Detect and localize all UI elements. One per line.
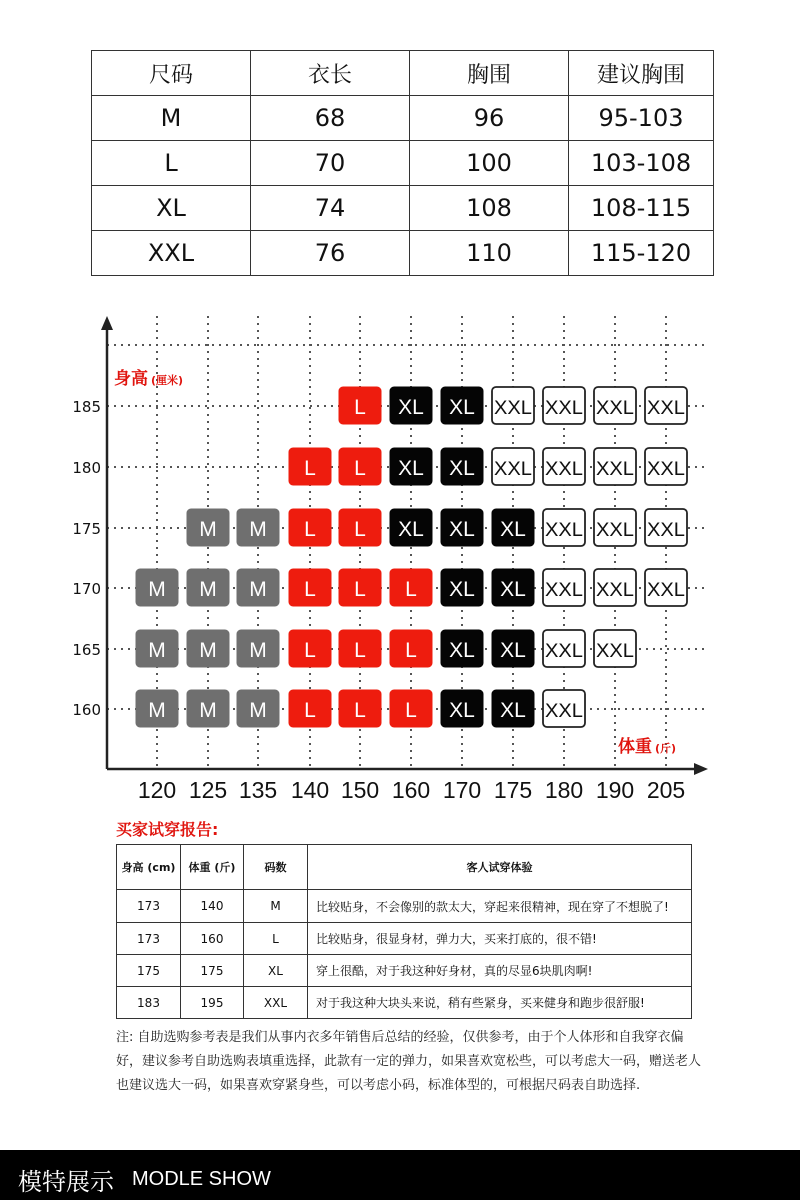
x-tick-label: 190: [595, 777, 635, 803]
size-cell-label: XXL: [545, 398, 583, 419]
y-axis-title: 身高 (厘米): [114, 369, 184, 389]
weight-header: 体重 (斤): [181, 845, 244, 890]
size-cell-label: L: [354, 578, 366, 601]
size-cell-label: XXL: [545, 641, 583, 662]
x-axis-arrow-icon: [694, 763, 708, 775]
suggested-chest-cell: 103-108: [569, 141, 714, 186]
size-cell-label: XL: [500, 639, 526, 662]
size-cell-xxl: [492, 448, 534, 485]
size-cell-xl: [441, 690, 483, 727]
size-cell-label: XXL: [647, 520, 685, 541]
chest-header: 胸围: [410, 51, 569, 96]
size-cells: [136, 387, 687, 727]
x-tick-label: 135: [238, 777, 278, 803]
size-cell-label: XXL: [647, 580, 685, 601]
y-tick-label: 165: [72, 641, 101, 659]
size-cell-label: XXL: [647, 459, 685, 480]
size-cell-xxl: [645, 569, 687, 606]
size-cell-label: L: [354, 457, 366, 480]
y-tick-label: 175: [72, 520, 101, 538]
size-cell-label: XXL: [596, 580, 634, 601]
size-cell-label: L: [304, 699, 316, 722]
size-cell: XL: [92, 186, 251, 231]
size-row: [92, 186, 714, 231]
size-cell-l: [390, 569, 432, 606]
size-cell-l: [339, 630, 381, 667]
size-cell-label: M: [249, 699, 267, 722]
report-header-row: [117, 845, 692, 890]
chest-cell: 110: [410, 231, 569, 276]
size-cell-label: XL: [500, 518, 526, 541]
size-cell-label: XL: [398, 396, 424, 419]
size-selection-chart: [0, 300, 800, 810]
y-tick-labels: [72, 398, 101, 719]
size-cell-m: [187, 630, 229, 667]
size-cell-xl: [441, 448, 483, 485]
x-tick-label: 205: [646, 777, 686, 803]
footer-title-en: MODLE SHOW: [132, 1168, 271, 1190]
size-cell: XXL: [244, 987, 308, 1019]
size-cell-label: L: [304, 639, 316, 662]
x-tick-label: 160: [391, 777, 431, 803]
length-header: 衣长: [251, 51, 410, 96]
footer-title-cn: 模特展示: [18, 1168, 114, 1196]
length-cell: 76: [251, 231, 410, 276]
x-tick-labels: [138, 777, 685, 803]
size-cell-label: M: [199, 578, 217, 601]
size-cell-m: [237, 569, 279, 606]
report-row: [117, 923, 692, 955]
size-cell-m: [187, 690, 229, 727]
report-row: [117, 890, 692, 923]
size-cell-label: M: [199, 518, 217, 541]
chest-cell: 100: [410, 141, 569, 186]
size-cell-xxl: [594, 630, 636, 667]
footer-bar: [0, 1150, 800, 1200]
size-cell: M: [92, 96, 251, 141]
suggested-chest-cell: 115-120: [569, 231, 714, 276]
size-cell-l: [339, 387, 381, 424]
experience-cell: 对于我这种大块头来说，稍有些紧身，买来健身和跑步很舒服!: [308, 987, 692, 1019]
y-tick-label: 160: [72, 701, 101, 719]
size-cell-m: [136, 630, 178, 667]
size-cell-xl: [441, 509, 483, 546]
height-cell: 183: [117, 987, 181, 1019]
experience-cell: 比较贴身，不会像别的款太大，穿起来很精神，现在穿了不想脱了!: [308, 890, 692, 923]
size-cell-xxl: [594, 448, 636, 485]
size-header: 码数: [244, 845, 308, 890]
suggested-chest-cell: 95-103: [569, 96, 714, 141]
size-row: [92, 231, 714, 276]
size-cell-label: XL: [500, 578, 526, 601]
report-table: [116, 844, 692, 1019]
size-cell-xxl: [492, 387, 534, 424]
y-tick-label: 180: [72, 459, 101, 477]
size-cell-label: XL: [449, 639, 475, 662]
size-cell-xl: [492, 569, 534, 606]
report-row: [117, 987, 692, 1019]
size-cell-label: L: [405, 639, 417, 662]
report-row: [117, 955, 692, 987]
size-cell-l: [339, 690, 381, 727]
size-cell-label: M: [148, 578, 166, 601]
suggested-chest-header: 建议胸围: [569, 51, 714, 96]
suggested-chest-cell: 108-115: [569, 186, 714, 231]
size-cell: XL: [244, 955, 308, 987]
size-cell-label: L: [304, 518, 316, 541]
height-cell: 173: [117, 890, 181, 923]
size-cell-label: M: [199, 639, 217, 662]
size-cell-label: L: [405, 699, 417, 722]
length-cell: 74: [251, 186, 410, 231]
size-cell: L: [92, 141, 251, 186]
x-tick-label: 125: [188, 777, 228, 803]
size-cell-xl: [390, 448, 432, 485]
size-cell-m: [136, 569, 178, 606]
size-cell-label: L: [354, 518, 366, 541]
size-cell-label: XXL: [596, 520, 634, 541]
size-cell-label: XL: [398, 518, 424, 541]
size-cell-m: [237, 690, 279, 727]
size-cell-xl: [390, 387, 432, 424]
size-cell-xxl: [645, 387, 687, 424]
height-cell: 175: [117, 955, 181, 987]
size-cell-l: [289, 690, 331, 727]
length-cell: 70: [251, 141, 410, 186]
size-cell-l: [289, 630, 331, 667]
experience-cell: 穿上很酷，对于我这种好身材，真的尽显6块肌肉啊!: [308, 955, 692, 987]
size-cell-label: XL: [449, 699, 475, 722]
size-cell-label: XL: [449, 518, 475, 541]
y-axis-arrow-icon: [101, 316, 113, 330]
size-cell-label: XXL: [545, 520, 583, 541]
size-cell-xl: [441, 630, 483, 667]
size-cell-label: M: [249, 639, 267, 662]
size-cell-label: XXL: [647, 398, 685, 419]
y-tick-label: 185: [72, 398, 101, 416]
size-cell-label: M: [249, 518, 267, 541]
chest-cell: 108: [410, 186, 569, 231]
size-cell-m: [187, 569, 229, 606]
size-cell: M: [244, 890, 308, 923]
size-cell-l: [339, 509, 381, 546]
size-cell-label: L: [405, 578, 417, 601]
x-tick-label: 120: [137, 777, 177, 803]
size-cell-label: M: [148, 699, 166, 722]
size-cell-xl: [492, 509, 534, 546]
size-cell-l: [390, 690, 432, 727]
size-cell-l: [289, 569, 331, 606]
size-cell-label: XXL: [494, 398, 532, 419]
size-cell-label: XXL: [494, 459, 532, 480]
size-cell-label: M: [199, 699, 217, 722]
size-cell-xxl: [543, 690, 585, 727]
report-title: 买家试穿报告:: [116, 820, 219, 839]
disclaimer-note: 注: 自助选购参考表是我们从事内衣多年销售后总结的经验，仅供参考，由于个人体形和自我穿衣偏好，建议参考自助选购表填重选择，此款有一定的弹力，如果喜欢宽松些，可以考虑大一码，赠送老人也建议选大一码，如果喜欢穿紧身些，可以考虑小码，标准体型的，可根据尺码表自助选择.: [116, 1030, 702, 1093]
size-cell-xl: [390, 509, 432, 546]
experience-header: 客人试穿体验: [308, 845, 692, 890]
weight-cell: 140: [181, 890, 244, 923]
size-table: [91, 50, 714, 276]
size-cell-label: XL: [398, 457, 424, 480]
size-cell-label: L: [354, 639, 366, 662]
size-cell-xl: [441, 387, 483, 424]
size-cell: L: [244, 923, 308, 955]
size-cell-l: [339, 569, 381, 606]
size-cell-label: M: [249, 578, 267, 601]
size-cell-label: XL: [500, 699, 526, 722]
size-cell-label: XXL: [596, 398, 634, 419]
size-cell-label: XL: [449, 396, 475, 419]
height-header: 身高 (cm): [117, 845, 181, 890]
size-cell-label: L: [354, 396, 366, 419]
weight-cell: 175: [181, 955, 244, 987]
size-cell-label: L: [304, 578, 316, 601]
size-cell-label: XL: [449, 578, 475, 601]
size-cell-xl: [492, 630, 534, 667]
size-cell-l: [390, 630, 432, 667]
size-cell-l: [339, 448, 381, 485]
size-cell-xxl: [543, 630, 585, 667]
size-table-header-row: [92, 51, 714, 96]
size-cell-xxl: [594, 387, 636, 424]
size-cell-l: [289, 448, 331, 485]
size-cell-xl: [441, 569, 483, 606]
size-row: [92, 96, 714, 141]
chest-cell: 96: [410, 96, 569, 141]
size-cell-m: [136, 690, 178, 727]
x-tick-label: 180: [544, 777, 584, 803]
size-cell-label: L: [304, 457, 316, 480]
size-cell-xxl: [645, 509, 687, 546]
size-cell-m: [237, 509, 279, 546]
size-cell-l: [289, 509, 331, 546]
y-tick-label: 170: [72, 580, 101, 598]
size-cell: XXL: [92, 231, 251, 276]
x-tick-label: 150: [340, 777, 380, 803]
size-cell-xxl: [543, 569, 585, 606]
x-axis-title: 体重 (斤): [618, 737, 677, 757]
x-tick-label: 175: [493, 777, 533, 803]
height-cell: 173: [117, 923, 181, 955]
size-cell-xxl: [543, 509, 585, 546]
size-row: [92, 141, 714, 186]
experience-cell: 比较贴身，很显身材，弹力大，买来打底的，很不错!: [308, 923, 692, 955]
weight-cell: 195: [181, 987, 244, 1019]
size-cell-xxl: [594, 509, 636, 546]
size-cell-m: [187, 509, 229, 546]
size-cell-label: XXL: [545, 701, 583, 722]
size-cell-m: [237, 630, 279, 667]
size-cell-label: L: [354, 699, 366, 722]
size-cell-label: M: [148, 639, 166, 662]
size-header: 尺码: [92, 51, 251, 96]
weight-cell: 160: [181, 923, 244, 955]
size-cell-label: XXL: [596, 459, 634, 480]
size-cell-xxl: [645, 448, 687, 485]
x-tick-label: 170: [442, 777, 482, 803]
size-cell-xxl: [543, 448, 585, 485]
size-cell-label: XXL: [596, 641, 634, 662]
size-cell-xxl: [543, 387, 585, 424]
size-cell-label: XXL: [545, 459, 583, 480]
size-cell-label: XXL: [545, 580, 583, 601]
size-cell-xl: [492, 690, 534, 727]
size-cell-xxl: [594, 569, 636, 606]
x-tick-label: 140: [290, 777, 330, 803]
length-cell: 68: [251, 96, 410, 141]
size-cell-label: XL: [449, 457, 475, 480]
